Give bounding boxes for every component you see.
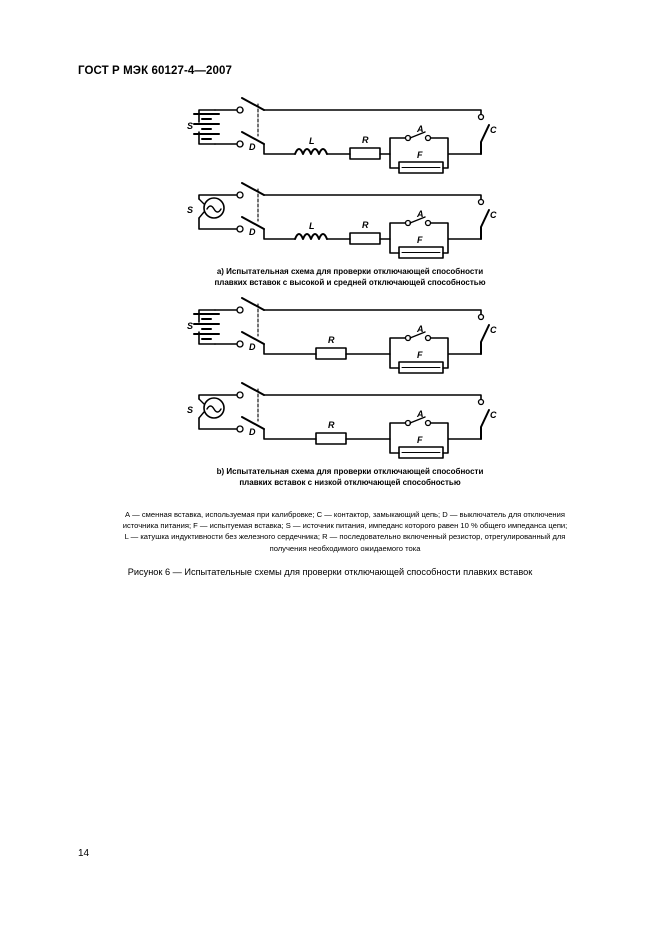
left-wire: [264, 144, 295, 154]
label-f: F: [417, 350, 423, 360]
label-a: A: [417, 409, 424, 419]
page-number: 14: [78, 848, 90, 859]
resistor-r: [350, 148, 380, 159]
label-a: A: [417, 124, 424, 134]
circuit-diagram-a-ac: [185, 177, 515, 247]
label-r: R: [328, 420, 335, 430]
figure-title: Рисунок 6 — Испытательные схемы для проверки отключающей способности плавких вставок: [127, 567, 533, 577]
label-c: C: [490, 410, 497, 420]
contactor-c: [481, 125, 489, 154]
battery-icon: [194, 114, 219, 139]
label-c: C: [490, 210, 497, 220]
label-f: F: [417, 150, 423, 160]
caption-b-line1: b) Испытательная схема для проверки отключающей способности: [216, 467, 484, 476]
parallel-left: [390, 138, 405, 168]
circuit-diagram-a-dc: [185, 92, 515, 162]
legend-line2: источника питания; F — испытуемая вставка; S — источник питания, импеданс которого равен 10 % общего импеданса цепи;: [122, 521, 568, 531]
label-s: S: [187, 321, 194, 331]
label-d: D: [249, 142, 256, 152]
circuit-diagram-b-ac: [185, 377, 515, 447]
breaker-d-switch: [242, 298, 264, 344]
caption-a: [150, 266, 550, 288]
terminal-top: [237, 107, 243, 113]
caption-b-line2: плавких вставок с низкой отключающей способностью: [239, 478, 461, 487]
battery-icon: [194, 314, 219, 339]
label-d: D: [249, 427, 256, 437]
label-s: S: [187, 121, 194, 131]
contactor-c: [481, 410, 489, 439]
legend-line3: L — катушка индуктивности без железного сердечника; R — последовательно включенный резистор, отрегулированный для: [124, 532, 566, 542]
top-wire: [264, 110, 481, 114]
label-l: L: [309, 221, 315, 231]
label-r: R: [362, 135, 369, 145]
label-f: F: [417, 235, 423, 245]
breaker-d-switch: [242, 383, 264, 429]
breaker-d-switch: [242, 183, 264, 229]
caption-b: [150, 466, 550, 488]
label-s: S: [187, 205, 194, 215]
label-c: C: [490, 125, 497, 135]
breaker-d-switch: [242, 98, 264, 144]
caption-a-line1: a) Испытательная схема для проверки отключающей способности: [216, 267, 484, 276]
terminal-bottom: [237, 141, 243, 147]
resistor-r: [350, 233, 380, 244]
label-r: R: [362, 220, 369, 230]
resistor-r: [316, 348, 346, 359]
contactor-c: [481, 325, 489, 354]
label-r: R: [328, 335, 335, 345]
label-s: S: [187, 405, 194, 415]
label-f: F: [417, 435, 423, 445]
label-l: L: [309, 136, 315, 146]
label-a: A: [417, 324, 424, 334]
legend-line1: А — сменная вставка, используемая при калибровке; С — контактор, замыкающий цепь; D — выключатель для отключения: [125, 510, 565, 519]
inductor-l: [295, 149, 327, 154]
circuit-diagram-b-dc: [185, 292, 515, 362]
contactor-c: [481, 210, 489, 239]
label-a: A: [417, 209, 424, 219]
label-d: D: [249, 342, 256, 352]
legend: [80, 509, 610, 554]
document-header: ГОСТ Р МЭК 60127-4—2007: [78, 65, 232, 77]
resistor-r: [316, 433, 346, 444]
caption-a-line2: плавких вставок с высокой и средней отключающей способностью: [214, 278, 486, 287]
legend-line4: получения необходимого ожидаемого тока: [269, 543, 421, 553]
parallel-right: [431, 138, 481, 168]
label-c: C: [490, 325, 497, 335]
inductor-l: [295, 234, 327, 239]
label-d: D: [249, 227, 256, 237]
contactor-c-terminal: [479, 115, 484, 120]
